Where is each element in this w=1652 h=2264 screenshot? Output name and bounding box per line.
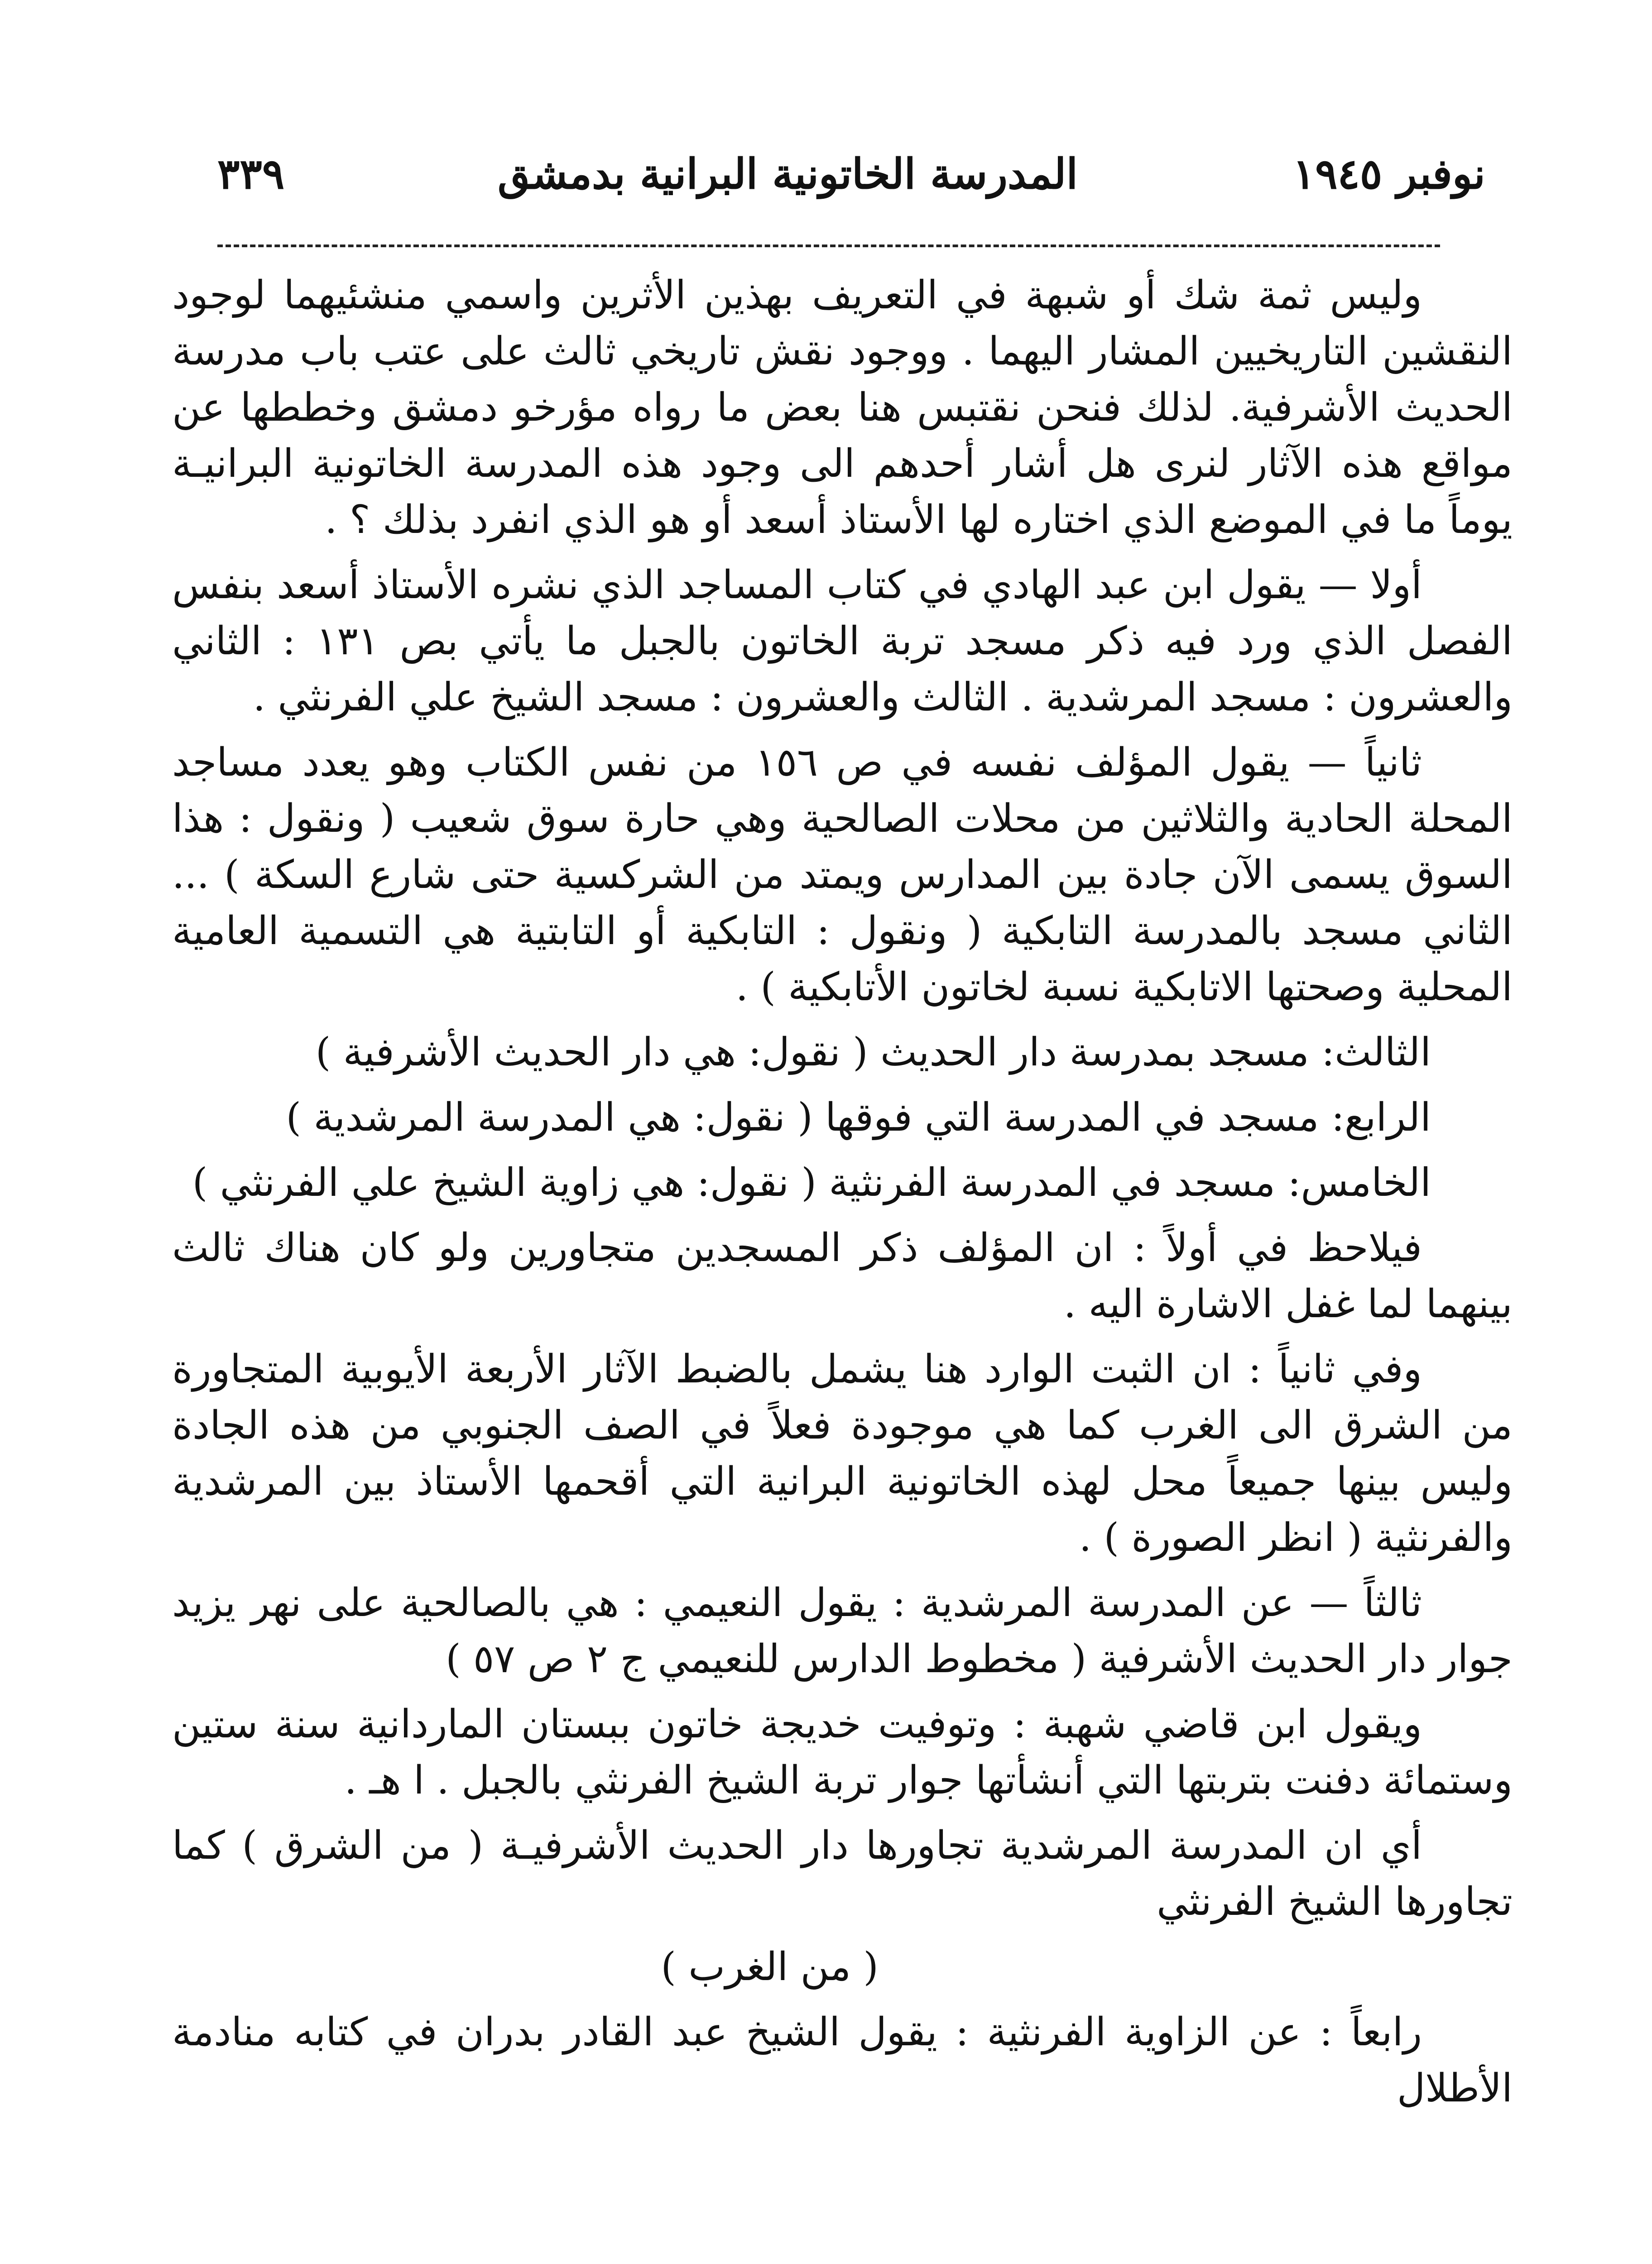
paragraph-first: أولا — يقول ابن عبد الهادي في كتاب المساجد الذي نشره الأستاذ أسعد بنفس الفصل الذي ورد فيه ذكر مسجد تربة الخاتون بالجبل ما يأتي بص ١٣١ : الثاني والعشرون : مسجد المرشدية . الثالث والعشرون : مسجد الشيخ علي الفرنثي . bbox=[172, 562, 1513, 720]
header-date: نوفبر ١٩٤٥ bbox=[1292, 149, 1485, 198]
paragraph-note-second: وفي ثانياً : ان الثبت الوارد هنا يشمل بالضبط الآثار الأربعة الأيوبية المتجاورة من الشرق الى الغرب كما هي موجودة فعلاً في الصف الجنوبي من هذه الجادة وليس بينها جميعاً محل لهذه الخاتونية البرانية التي أقحمها الأستاذ بين المرشدية والفرنثية ( انظر الصورة ) . bbox=[172, 1347, 1513, 1560]
page-header bbox=[217, 149, 1485, 226]
list-item-third: الثالث: مسجد بمدرسة دار الحديث ( نقول: هي دار الحديث الأشرفية ) bbox=[315, 1030, 1431, 1075]
article-body bbox=[172, 267, 1513, 2125]
header-title: المدرسة الخاتونية البرانية بدمشق bbox=[497, 149, 1078, 198]
paragraph-quote: ويقول ابن قاضي شهبة : وتوفيت خديجة خاتون ببستان الماردانية سنة ستين وستمائة دفنت بتربتها التي أنشأتها جوار تربة الشيخ الفرنثي بالجبل . ا هـ . bbox=[172, 1702, 1513, 1803]
paragraph-third: ثالثاً — عن المدرسة المرشدية : يقول النعيمي : هي بالصالحية على نهر يزيد جوار دار الحديث الأشرفية ( مخطوط الدارس للنعيمي ج ٢ ص ٥٧ ) bbox=[172, 1580, 1513, 1682]
paragraph-conclusion: أي ان المدرسة المرشدية تجاورها دار الحديث الأشرفيـة ( من الشرق ) كما تجاورها الشيخ الفرنثي bbox=[172, 1823, 1513, 1924]
paragraph-note-first: فيلاحظ في أولاً : ان المؤلف ذكر المسجدين متجاورين ولو كان هناك ثالث بينهما لما غفل الاشارة اليه . bbox=[172, 1225, 1513, 1327]
header-divider bbox=[217, 245, 1440, 247]
paragraph-fourth: رابعاً : عن الزاوية الفرنثية : يقول الشيخ عبد القادر بدران في كتابه منادمة الأطلال bbox=[172, 2010, 1513, 2111]
paragraph-intro: وليس ثمة شك أو شبهة في التعريف بهذين الأثرين واسمي منشئيهما لوجود النقشين التاريخيين المشار اليهما . ووجود نقش تاريخي ثالث على عتب باب مدرسة الحديث الأشرفية. لذلك فنحن نقتبس هنا بعض ما رواه مؤرخو دمشق وخططها عن مواقع هذه الآثار لنرى هل أشار أحدهم الى وجود هذه المدرسة الخاتونية البرانيـة يوماً ما في الموضع الذي اختاره لها الأستاذ أسعد أو هو الذي انفرد بذلك ؟ . bbox=[172, 273, 1513, 542]
list-item-fourth: الرابع: مسجد في المدرسة التي فوقها ( نقول: هي المدرسة المرشدية ) bbox=[286, 1095, 1431, 1140]
paragraph-conclusion-tail: ( من الغرب ) bbox=[661, 1944, 879, 1990]
paragraph-second: ثانياً — يقول المؤلف نفسه في ص ١٥٦ من نفس الكتاب وهو يعدد مساجد المحلة الحادية والثلاثين من محلات الصالحية وهي حارة سوق شعيب ( ونقول : هذا السوق يسمى الآن جادة بين المدارس ويمتد من الشركسية حتى شارع السكة ) ... الثاني مسجد بالمدرسة التابكية ( ونقول : التابكية أو التابتية هي التسمية العامية المحلية وصحتها الاتابكية نسبة لخاتون الأتابكية ) . bbox=[172, 740, 1513, 1010]
page-number: ٣٣٩ bbox=[217, 149, 285, 198]
list-item-fifth: الخامس: مسجد في المدرسة الفرنثية ( نقول: هي زاوية الشيخ علي الفرنثي ) bbox=[192, 1160, 1431, 1205]
